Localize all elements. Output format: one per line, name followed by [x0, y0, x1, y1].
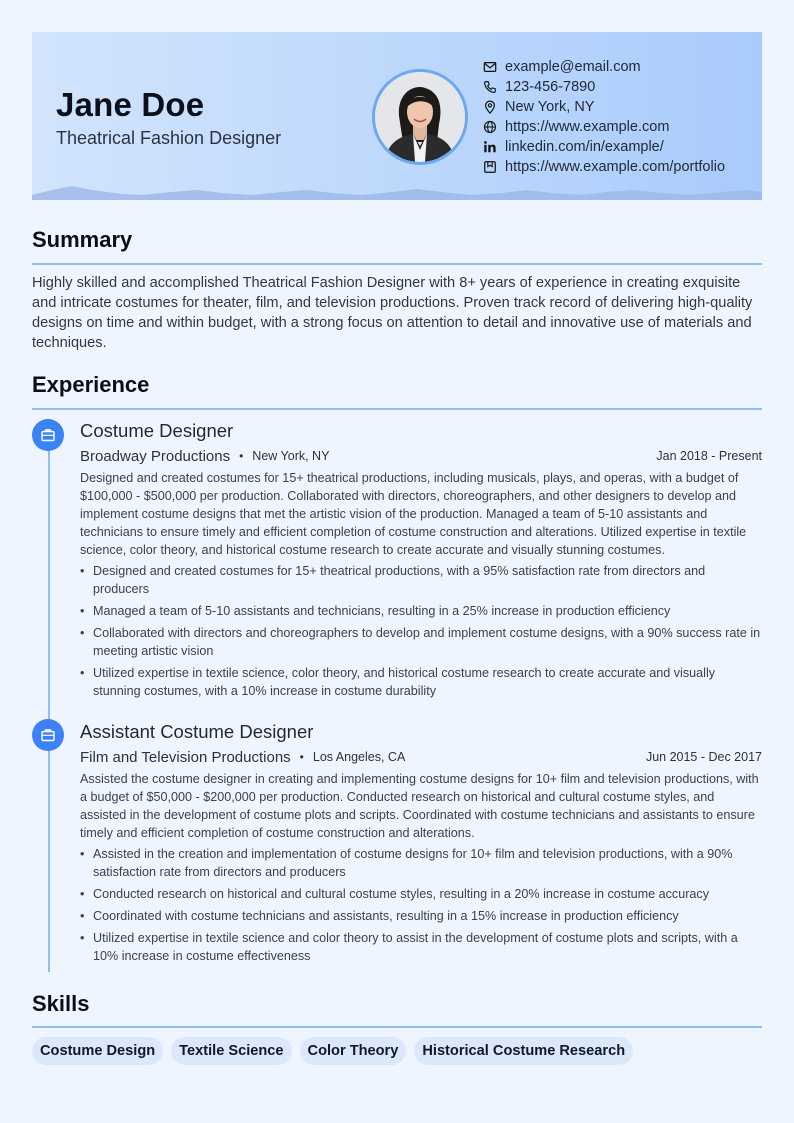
list-item: • Utilized expertise in textile science and color theory to assist in the development of costume plots and scripts, with a 10% increase in costume effectiveness: [80, 929, 762, 965]
summary-heading: Summary: [32, 227, 133, 252]
location-pin-icon: [482, 99, 498, 115]
contact-location: New York, NY: [482, 97, 725, 117]
job-title: Costume Designer: [80, 420, 234, 441]
job-meta: [80, 445, 762, 467]
skill-tag: Historical Costume Research: [414, 1037, 633, 1065]
separator-dot: •: [299, 750, 304, 764]
skill-tag: Textile Science: [171, 1037, 291, 1065]
list-item: • Designed and created costumes for 15+ theatrical productions, with a 95% satisfaction rate from directors and producers: [80, 562, 762, 598]
company-name: Film and Television Productions: [80, 748, 291, 766]
company-name: Broadway Productions: [80, 447, 231, 465]
separator-dot: •: [239, 449, 244, 463]
job-dates: Jun 2015 - Dec 2017: [645, 750, 762, 764]
candidate-name: Jane Doe: [56, 86, 205, 123]
portfolio-icon: [482, 159, 498, 175]
job-marker: [32, 419, 64, 451]
job-achievements: [80, 562, 762, 700]
email-icon: [482, 59, 498, 75]
job-dates: Jan 2018 - Present: [656, 449, 762, 463]
contact-phone[interactable]: 123-456-7890: [482, 77, 725, 97]
list-item: • Assisted in the creation and implementation of costume designs for 10+ film and television productions, with a 90% satisfaction rate from directors and producers: [80, 845, 762, 881]
briefcase-icon: [40, 727, 56, 743]
list-item: • Managed a team of 5-10 assistants and technicians, resulting in a 25% increase in production efficiency: [80, 602, 762, 620]
contact-linkedin[interactable]: linkedin.com/in/example/: [482, 137, 725, 157]
globe-icon: [482, 119, 498, 135]
contact-portfolio[interactable]: https://www.example.com/portfolio: [482, 157, 725, 177]
job-description: Designed and created costumes for 15+ theatrical productions, including musicals, plays, and operas, with a budget of $100,000 - $500,000 per production. Collaborated with directors, choreographers, and other designers to develop and implement costume designs that met the artistic vision of the production. Managed a team of 5-10 assistants and technicians to ensure timely and efficient completion of costume construction and alterations. Utilized expertise in textile science, color theory, and historical costume research to create accurate and visually stunning costumes.: [80, 471, 747, 557]
job-description: Assisted the costume designer in creating and implementing costume designs for 10+ film and television productions, with a budget of $50,000 - $200,000 per production. Conducted research on historical and cultural costume styles, and assisted in the development of costume plots and scripts. Coordinated with costume technicians and assistants to ensure timely and efficient completion of costume construction and alterations.: [80, 772, 759, 840]
list-item: • Coordinated with costume technicians and assistants, resulting in a 15% increase in production efficiency: [80, 907, 762, 925]
profile-photo: [372, 69, 468, 165]
contact-email[interactable]: example@email.com: [482, 57, 725, 77]
phone-icon: [482, 79, 498, 95]
summary-divider: [32, 263, 762, 265]
list-item: • Collaborated with directors and choreographers to develop and implement costume designs, with a 90% success rate in meeting artistic vision: [80, 624, 762, 660]
job-location: New York, NY: [252, 449, 330, 463]
candidate-title: Theatrical Fashion Designer: [56, 128, 282, 148]
linkedin-icon: [482, 139, 498, 155]
skills-heading: Skills: [32, 991, 90, 1016]
experience-entry: [80, 719, 762, 969]
experience-heading: Experience: [32, 372, 150, 397]
job-location: Los Angeles, CA: [312, 750, 406, 764]
avatar: [375, 72, 465, 162]
list-item: • Utilized expertise in textile science, color theory, and historical costume research to create accurate and visually stunning costumes, with a 10% increase in costume durability: [80, 664, 762, 700]
job-title: Assistant Costume Designer: [80, 721, 314, 742]
resume-header: [32, 32, 762, 200]
skills-list: [32, 1037, 633, 1065]
summary-text: Highly skilled and accomplished Theatrical Fashion Designer with 8+ years of experience in creating exquisite and intricate costumes for theater, film, and television productions. Proven track record of delivering high-quality designs on time and within budget, with a strong focus on attention to detail and innovative use of materials and techniques.: [32, 275, 753, 351]
experience-divider: [32, 408, 762, 410]
contact-list: [482, 57, 725, 177]
experience-entry: [80, 418, 762, 704]
briefcase-icon: [40, 427, 56, 443]
list-item: • Conducted research on historical and cultural costume styles, resulting in a 20% increase in costume accuracy: [80, 885, 762, 903]
job-meta: [80, 746, 762, 768]
experience-timeline: [48, 436, 50, 972]
skill-tag: Color Theory: [300, 1037, 407, 1065]
header-wave-decoration: [32, 184, 762, 200]
contact-website[interactable]: https://www.example.com: [482, 117, 725, 137]
skill-tag: Costume Design: [32, 1037, 163, 1065]
job-achievements: [80, 845, 762, 965]
skills-divider: [32, 1026, 762, 1028]
job-marker: [32, 719, 64, 751]
